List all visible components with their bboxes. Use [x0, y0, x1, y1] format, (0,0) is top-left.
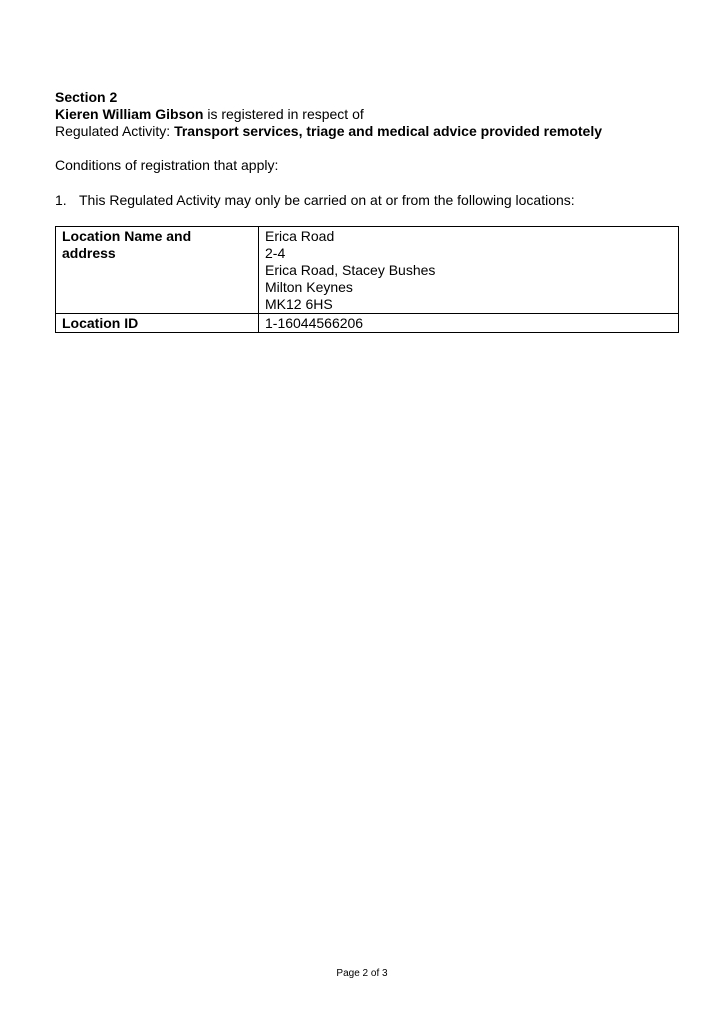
activity-prefix: Regulated Activity: [55, 123, 175, 139]
condition-item [55, 192, 575, 209]
location-id-value: 1-16044566206 [259, 314, 679, 333]
location-name-label-line2: address [62, 245, 116, 261]
condition-text: This Regulated Activity may only be carried on at or from the following locations: [79, 192, 575, 208]
address-line: 2-4 [265, 245, 286, 261]
condition-number: 1. [55, 192, 67, 208]
activity-name: Transport services, triage and medical advice provided remotely [174, 123, 603, 139]
holder-name: Kieren William Gibson [55, 106, 204, 122]
page-number-footer: Page 2 of 3 [336, 968, 388, 979]
table-row-location-name [56, 227, 679, 314]
address-line: Erica Road, Stacey Bushes [265, 262, 436, 278]
location-table [55, 226, 679, 333]
location-name-label [56, 227, 259, 314]
holder-suffix: is registered in respect of [203, 106, 364, 122]
location-address-value [259, 227, 679, 314]
regulated-activity-line [55, 123, 602, 140]
address-line: Erica Road [265, 228, 335, 244]
conditions-heading: Conditions of registration that apply: [55, 157, 279, 173]
location-name-label-line1: Location Name and [62, 228, 192, 244]
table-row-location-id [56, 314, 679, 333]
registration-holder-line [55, 106, 364, 123]
address-line: MK12 6HS [265, 296, 333, 312]
section-title: Section 2 [55, 89, 118, 105]
location-id-label: Location ID [56, 314, 259, 333]
address-line: Milton Keynes [265, 279, 353, 295]
